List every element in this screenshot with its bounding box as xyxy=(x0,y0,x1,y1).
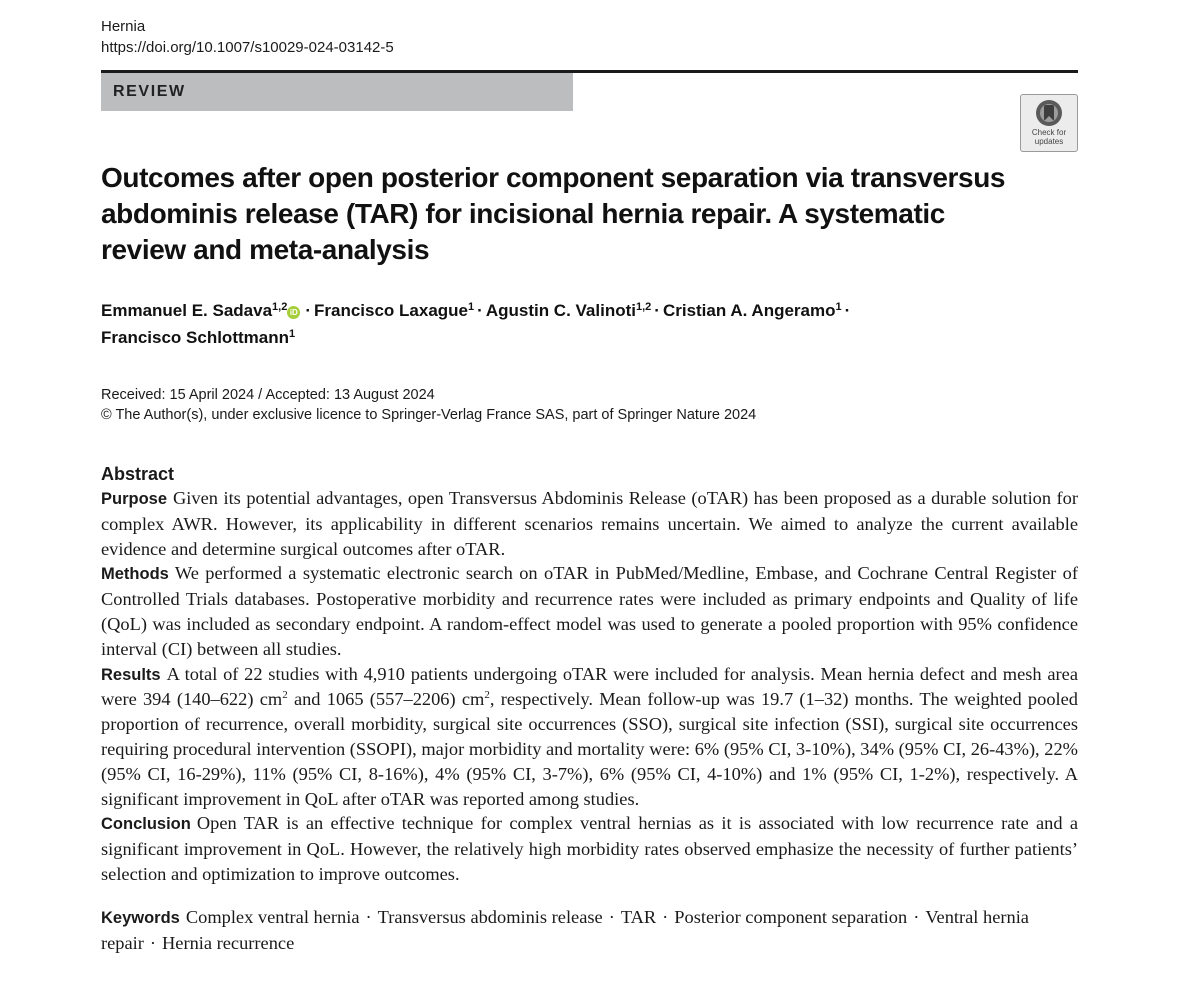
keyword: Transversus abdominis release xyxy=(377,907,603,927)
section-label: Methods xyxy=(101,565,169,584)
author-affiliation: 1 xyxy=(468,301,475,313)
orcid-icon[interactable]: iD xyxy=(287,306,300,319)
keyword-separator: · xyxy=(608,907,615,927)
author-affiliation: 1,2 xyxy=(272,301,288,313)
crossmark-icon xyxy=(1034,98,1064,128)
check-updates-label-1: Check for xyxy=(1031,128,1067,137)
keyword-separator: · xyxy=(662,907,669,927)
keywords xyxy=(101,905,1078,956)
section-text: Open TAR is an effective technique for complex ventral hernias as it is associated with low recurrence rate and a significant improvement in QoL. However, the relatively high morbidity rates observed emphasize the necessity of further patients’ selection and optimization to improve outcomes. xyxy=(101,813,1078,884)
article-type-label: REVIEW xyxy=(113,83,186,100)
keyword-separator: · xyxy=(149,933,157,953)
superscript: 2 xyxy=(484,689,490,702)
author-name[interactable]: Agustin C. Valinoti xyxy=(485,301,636,320)
abstract-heading: Abstract xyxy=(101,464,175,484)
keyword: Complex ventral hernia xyxy=(185,907,360,927)
abstract-purpose xyxy=(101,486,1078,561)
copyright-notice: © The Author(s), under exclusive licence to Springer-Verlag France SAS, part of Springer Nature 2024 xyxy=(101,407,757,423)
author-list xyxy=(101,297,1001,351)
keyword: TAR xyxy=(620,907,657,927)
author-name[interactable]: Francisco Schlottmann xyxy=(101,328,289,347)
check-updates-label-2: updates xyxy=(1034,137,1064,146)
keyword: Ventral hernia repair xyxy=(101,907,1029,953)
section-label: Results xyxy=(101,665,161,684)
author-separator: · xyxy=(654,301,660,320)
abstract-conclusion xyxy=(101,811,1078,886)
author-separator: · xyxy=(305,301,311,320)
author-affiliation: 1,2 xyxy=(635,301,652,313)
article-type-banner xyxy=(101,73,573,111)
section-text: A total of 22 studies with 4,910 patients undergoing oTAR were included for analysis. Mean hernia defect and mesh area were 394 (140–622) cm xyxy=(101,663,1078,710)
section-text: We performed a systematic electronic search on oTAR in PubMed/Medline, Embase, and Cochrane Central Register of Controlled Trials databases. Postoperative morbidity and recurrence rates were included as primary endpoints and Quality of life (QoL) was included as secondary endpoint. A random-effect model was used to generate a pooled proportion with 95% confidence interval (CI) between all studies. xyxy=(101,563,1078,659)
keyword-separator: · xyxy=(365,907,372,927)
author-name[interactable]: Emmanuel E. Sadava xyxy=(101,301,273,320)
author-affiliation: 1 xyxy=(835,301,842,313)
section-text: Given its potential advantages, open Transversus Abdominis Release (oTAR) has been proposed as a durable solution for complex AWR. However, its applicability in different scenarios remains uncertain. We aimed to analyze the current available evidence and determine surgical outcomes after oTAR. xyxy=(101,488,1078,559)
author-name[interactable]: Francisco Laxague xyxy=(314,301,469,320)
author-separator: · xyxy=(477,301,483,320)
abstract-results xyxy=(101,662,1078,812)
abstract-body xyxy=(101,486,1078,887)
keyword: Posterior component separation xyxy=(674,907,908,927)
journal-name: Hernia xyxy=(101,18,146,35)
section-text: and 1065 (557–2206) cm xyxy=(287,689,485,710)
article-title: Outcomes after open posterior component separation via transversus abdominis release (TAR) for incisional hernia repair. A systematic review and meta-analysis xyxy=(101,162,1006,265)
abstract-methods xyxy=(101,561,1078,661)
section-text: , respectively. Mean follow-up was 19.7 (1–32) months. The weighted pooled proportion of recurrence, overall morbidity, surgical site occurrences (SSO), surgical site infection (SSI), surgical site occurrences requiring procedural intervention (SSOPI), major morbidity and mortality were: 6% (95% CI, 3-10%), 34% (95% CI, 26-43%), 22% (95% CI, 16-29%), 11% (95% CI, 8-16%), 4% (95% CI, 3-7%), 6% (95% CI, 4-10%) and 1% (95% CI, 1-2%), respectively. A significant improvement in QoL after oTAR was reported among studies. xyxy=(101,689,1078,809)
author-affiliation: 1 xyxy=(288,328,296,340)
keyword-separator: · xyxy=(913,907,920,927)
section-label: Purpose xyxy=(101,490,168,508)
check-for-updates-button[interactable] xyxy=(1020,94,1078,152)
section-label: Conclusion xyxy=(101,815,191,834)
keywords-label: Keywords xyxy=(101,909,180,927)
doi-link[interactable]: https://doi.org/10.1007/s10029-024-03142-5 xyxy=(101,39,394,56)
keyword: Hernia recurrence xyxy=(162,933,295,953)
article-dates: Received: 15 April 2024 / Accepted: 13 August 2024 xyxy=(101,387,435,403)
author-separator: · xyxy=(844,301,851,320)
author-name[interactable]: Cristian A. Angeramo xyxy=(662,301,836,320)
superscript: 2 xyxy=(282,689,288,702)
